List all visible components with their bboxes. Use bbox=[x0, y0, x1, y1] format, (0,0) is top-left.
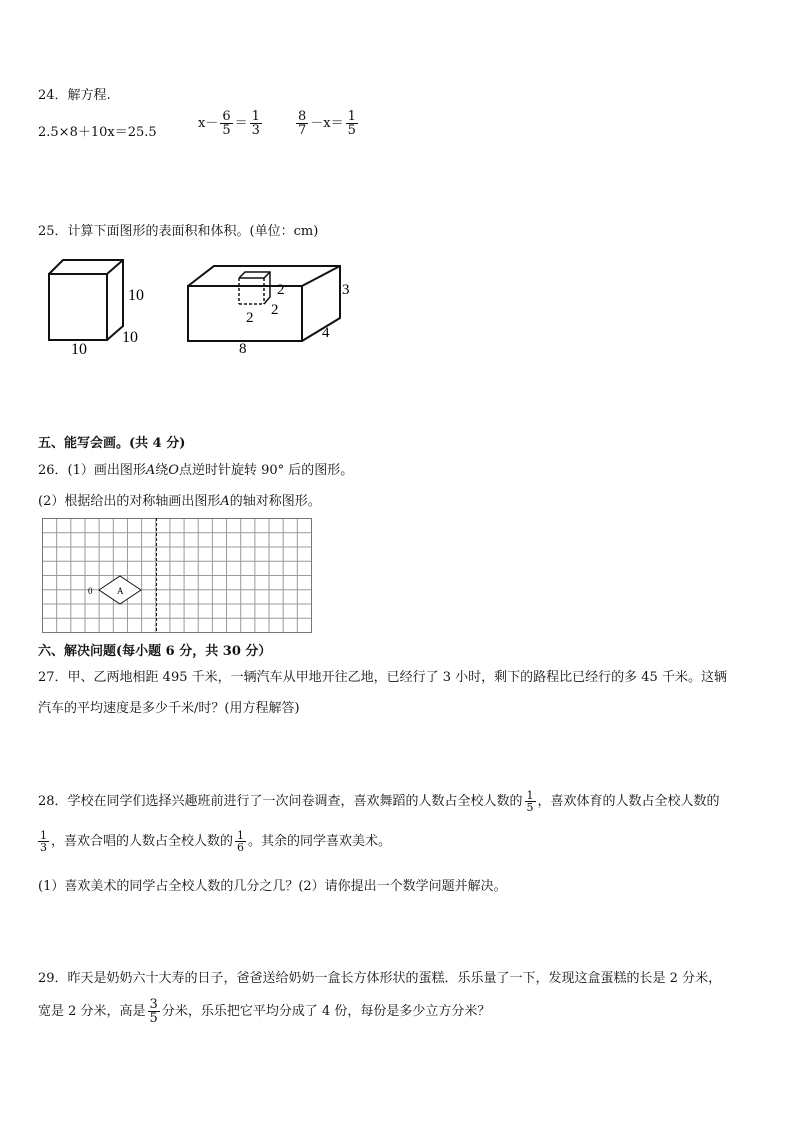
notch-depth-label: 2 bbox=[271, 302, 279, 318]
point-O-label: 0 bbox=[88, 586, 93, 596]
prism-length-label: 8 bbox=[239, 341, 247, 357]
eq2-lhs: x－ bbox=[198, 116, 219, 131]
q26-2-prefix: (2）根据给出的对称轴画出图形 bbox=[38, 494, 221, 509]
q24-equation-3 bbox=[294, 110, 360, 137]
prism-width-label: 4 bbox=[322, 325, 330, 341]
section6-title: 六、解决问题(每小题 6 分，共 30 分） bbox=[38, 644, 272, 659]
cube-figure bbox=[49, 260, 123, 340]
q27-line-2: 汽车的平均速度是多少千米/时？(用方程解答) bbox=[38, 701, 300, 716]
cube-depth-label: 10 bbox=[122, 329, 138, 346]
q26-1-suffix: 点逆时针旋转 90° 后的图形。 bbox=[178, 463, 354, 478]
eq2-frac-1: $\frac{6}{5}$ bbox=[222, 109, 231, 138]
q25-title: 25．计算下面图形的表面积和体积。(单位：cm) bbox=[38, 224, 319, 239]
eq3-frac-1: $\frac{8}{7}$ bbox=[298, 109, 307, 138]
q24-title: 24．解方程. bbox=[38, 88, 111, 103]
q29-line-2a: 宽是 2 分米，高是 bbox=[38, 1004, 146, 1019]
q26-part2 bbox=[38, 490, 321, 509]
q29-line-2b: 分米，乐乐把它平均分成了 4 份，每份是多少立方分米？ bbox=[161, 1004, 491, 1019]
eq3-mid: －x＝ bbox=[310, 116, 344, 131]
q28-line-2a: ，喜欢合唱的人数占全校人数的 bbox=[51, 834, 234, 849]
eq3-frac-2: $\frac{1}{5}$ bbox=[347, 109, 356, 138]
q26-1-prefix: 26．(1）画出图形 bbox=[38, 463, 146, 478]
q24-equation-2 bbox=[198, 110, 264, 137]
q28-line-2b: 。其余的同学喜欢美术。 bbox=[248, 834, 392, 849]
shape-A-label: A bbox=[117, 586, 124, 596]
section5-title: 五、能写会画。(共 4 分) bbox=[38, 436, 186, 451]
q27-line-1: 27．甲、乙两地相距 495 千米，一辆汽车从甲地开往乙地，已经行了 3 小时，剩下的路程比已经行的多 45 千米。这辆 bbox=[38, 670, 727, 685]
q26-2-shape-A: A bbox=[220, 494, 230, 509]
q28-line-2 bbox=[36, 830, 391, 853]
q29-line-1: 29．昨天是奶奶六十大寿的日子，爸爸送给奶奶一盒长方体形状的蛋糕．乐乐量了一下，发现这盒蛋糕的长是 2 分米， bbox=[38, 971, 722, 986]
q28-frac-dance: $\frac{1}{5}$ bbox=[526, 789, 534, 814]
eq2-equals: ＝ bbox=[234, 116, 248, 131]
q26-1-shape-A: A bbox=[145, 463, 156, 478]
q28-line-1 bbox=[38, 790, 720, 813]
q28-line-1b: ，喜欢体育的人数占全校人数的 bbox=[537, 794, 720, 809]
q26-grid bbox=[40, 516, 314, 636]
prism-height-label: 3 bbox=[342, 282, 350, 298]
q28-frac-choir: $\frac{1}{6}$ bbox=[237, 829, 245, 854]
cube-height-label: 10 bbox=[128, 287, 144, 304]
prism-notch bbox=[239, 272, 270, 304]
q29-frac-height: $\frac{3}{5}$ bbox=[149, 997, 158, 1026]
q29-line-2 bbox=[38, 998, 490, 1025]
cube-bottom-label: 10 bbox=[71, 341, 87, 358]
q26-1-mid: 绕 bbox=[155, 463, 169, 478]
q25-figures bbox=[40, 254, 370, 359]
q28-line-1a: 28．学校在同学们选择兴趣班前进行了一次问卷调查，喜欢舞蹈的人数占全校人数的 bbox=[38, 794, 523, 809]
notch-width-label: 2 bbox=[246, 310, 254, 326]
eq2-frac-2: $\frac{1}{3}$ bbox=[251, 109, 260, 138]
q28-line-3: (1）喜欢美术的同学占全校人数的几分之几？(2）请你提出一个数学问题并解决。 bbox=[38, 879, 507, 894]
q24-equation-1: 2.5×8＋10x＝25.5 bbox=[38, 125, 157, 140]
q26-part1 bbox=[38, 459, 353, 478]
q26-1-point-O: O bbox=[168, 463, 179, 478]
q28-frac-sports: $\frac{1}{3}$ bbox=[40, 829, 47, 854]
q26-2-suffix: 的轴对称图形。 bbox=[229, 494, 321, 509]
notch-height-label: 2 bbox=[277, 282, 285, 298]
